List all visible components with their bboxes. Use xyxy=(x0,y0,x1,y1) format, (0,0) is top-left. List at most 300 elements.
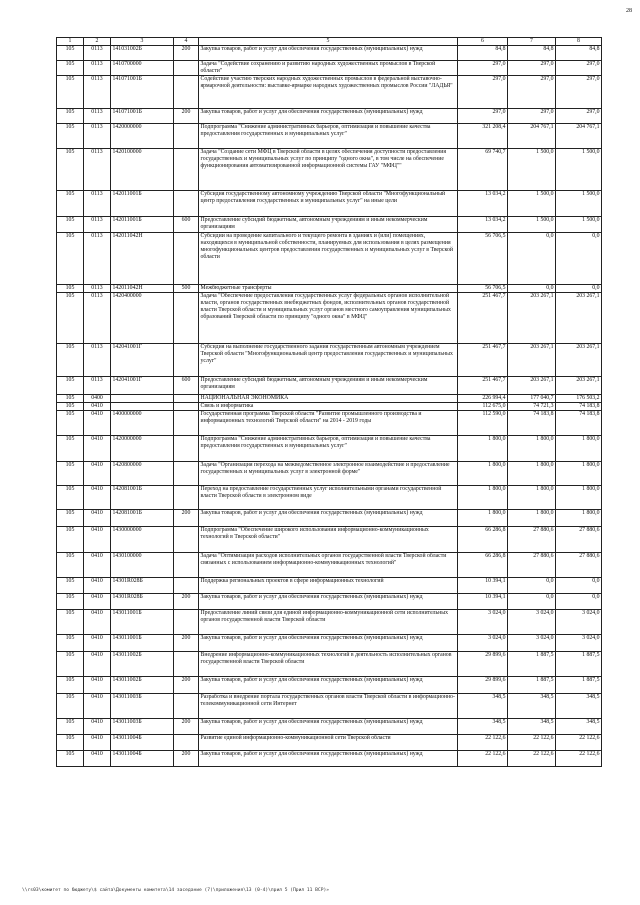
table-row xyxy=(57,652,602,677)
cell-amount-2017: 29 899,6 xyxy=(458,652,508,677)
cell-admin-code: 105 xyxy=(57,149,84,191)
cell-amount-2017: 1 800,0 xyxy=(458,510,508,527)
cell-amount-2018: 74 721,3 xyxy=(508,403,556,411)
cell-section-code: 0410 xyxy=(84,677,111,694)
cell-admin-code: 105 xyxy=(57,61,84,76)
cell-amount-2018: 3 024,0 xyxy=(508,610,556,635)
cell-section-code: 0113 xyxy=(84,233,111,285)
cell-amount-2018: 297,0 xyxy=(508,76,556,109)
cell-amount-2017: 297,0 xyxy=(458,109,508,124)
cell-target-article: 143011002Б xyxy=(111,652,174,677)
cell-section-code: 0410 xyxy=(84,578,111,594)
cell-expense-type: 200 xyxy=(174,635,199,652)
cell-expense-type xyxy=(174,344,199,377)
cell-amount-2019: 1 887,5 xyxy=(556,677,602,694)
cell-target-article: 142011042Н xyxy=(111,285,174,293)
budget-table xyxy=(56,37,602,767)
cell-description: Подпрограмма "Снижение административных барьеров, оптимизация и повышение качества предоставления государственных и муниципальных услуг" xyxy=(199,124,458,149)
cell-target-article: 141071001Б xyxy=(111,109,174,124)
cell-amount-2017: 348,5 xyxy=(458,719,508,735)
cell-section-code: 0113 xyxy=(84,377,111,395)
cell-amount-2018: 74 183,8 xyxy=(508,411,556,436)
cell-target-article: 143011004Б xyxy=(111,735,174,751)
cell-section-code: 0410 xyxy=(84,486,111,510)
cell-description: Задача "Организация перехода на межведомственное электронное взаимодействие и предоставление государственных и муниципальных услуг в электронной форме" xyxy=(199,462,458,486)
cell-admin-code: 105 xyxy=(57,694,84,719)
cell-expense-type: 200 xyxy=(174,677,199,694)
table-row xyxy=(57,610,602,635)
cell-amount-2017: 1 800,0 xyxy=(458,462,508,486)
cell-amount-2019: 297,0 xyxy=(556,76,602,109)
cell-amount-2017: 3 024,0 xyxy=(458,610,508,635)
cell-section-code: 0410 xyxy=(84,610,111,635)
cell-amount-2019: 1 800,0 xyxy=(556,436,602,462)
cell-amount-2017: 84,8 xyxy=(458,46,508,61)
cell-amount-2017: 22 122,6 xyxy=(458,735,508,751)
table-row xyxy=(57,527,602,553)
cell-amount-2017: 56 706,5 xyxy=(458,233,508,285)
cell-description: Разработка и внедрение портала государственных органов власти Тверской области в информационно-телекоммуникационной сети Интернет xyxy=(199,694,458,719)
table-row xyxy=(57,751,602,767)
cell-admin-code: 105 xyxy=(57,677,84,694)
table-row xyxy=(57,344,602,377)
cell-admin-code: 105 xyxy=(57,610,84,635)
cell-amount-2018: 22 122,6 xyxy=(508,751,556,767)
cell-amount-2017: 112 675,0 xyxy=(458,403,508,411)
cell-expense-type: 200 xyxy=(174,751,199,767)
cell-description: Закупка товаров, работ и услуг для обеспечения государственных (муниципальных) нужд xyxy=(199,635,458,652)
cell-target-article: 142041001Г xyxy=(111,344,174,377)
cell-section-code: 0410 xyxy=(84,462,111,486)
cell-target-article: 142011001Б xyxy=(111,191,174,217)
table-row xyxy=(57,735,602,751)
table-row xyxy=(57,719,602,735)
cell-amount-2018: 1 800,0 xyxy=(508,462,556,486)
cell-expense-type: 200 xyxy=(174,109,199,124)
cell-section-code: 0410 xyxy=(84,594,111,610)
table-row xyxy=(57,403,602,411)
cell-description: Задача "Содействие сохранению и развитию народных художественных промыслов в Тверской области" xyxy=(199,61,458,76)
column-header: 5 xyxy=(199,38,458,46)
cell-amount-2017: 1 800,0 xyxy=(458,436,508,462)
cell-description: Задача "Обеспечение предоставления государственных услуг федеральных органов исполнительной власти, органов государственных внебюджетных фондов, исполнительных органов государственной власти Тверской области и муниципальных услуг органов местного самоуправления муниципальных образований Тверской области по принципу "одного окна" в МФЦ" xyxy=(199,293,458,344)
cell-amount-2018: 204 767,1 xyxy=(508,124,556,149)
cell-description: Предоставление субсидий бюджетным, автономным учреждениям и иным некоммерческим организациям xyxy=(199,377,458,395)
cell-amount-2018: 22 122,6 xyxy=(508,735,556,751)
cell-amount-2019: 0,0 xyxy=(556,285,602,293)
cell-admin-code: 105 xyxy=(57,510,84,527)
column-header: 2 xyxy=(84,38,111,46)
cell-amount-2017: 66 286,8 xyxy=(458,553,508,578)
cell-target-article: 142011042Н xyxy=(111,233,174,285)
cell-amount-2017: 1 800,0 xyxy=(458,486,508,510)
cell-section-code: 0410 xyxy=(84,719,111,735)
cell-amount-2018: 27 880,6 xyxy=(508,553,556,578)
cell-amount-2018: 203 267,1 xyxy=(508,293,556,344)
cell-section-code: 0113 xyxy=(84,344,111,377)
cell-amount-2017: 321 208,4 xyxy=(458,124,508,149)
cell-description: Подпрограмма "Обеспечение широкого использования информационно-коммуникационных технологий в Тверской области" xyxy=(199,527,458,553)
cell-amount-2019: 27 880,6 xyxy=(556,553,602,578)
cell-admin-code: 105 xyxy=(57,293,84,344)
cell-amount-2019: 203 267,1 xyxy=(556,377,602,395)
cell-amount-2018: 0,0 xyxy=(508,285,556,293)
cell-admin-code: 105 xyxy=(57,594,84,610)
cell-description: Содействие участию тверских народных художественных промыслов в федеральной выставочно-ярмарочной деятельности: выставке-ярмарке народных художественных промыслов России "ЛАДЬЯ" xyxy=(199,76,458,109)
cell-admin-code: 105 xyxy=(57,109,84,124)
cell-expense-type xyxy=(174,395,199,403)
cell-target-article: 1400000000 xyxy=(111,411,174,436)
cell-amount-2018: 297,0 xyxy=(508,61,556,76)
column-header: 6 xyxy=(458,38,508,46)
table-row xyxy=(57,285,602,293)
table-row xyxy=(57,61,602,76)
cell-description: Развитие единой информационно-коммуникационной сети Тверской области xyxy=(199,735,458,751)
cell-section-code: 0410 xyxy=(84,403,111,411)
cell-target-article xyxy=(111,403,174,411)
cell-target-article: 1420000000 xyxy=(111,124,174,149)
cell-amount-2019: 74 183,8 xyxy=(556,403,602,411)
column-header: 8 xyxy=(556,38,602,46)
cell-description: Подпрограмма "Снижение административных барьеров, оптимизация и повышение качества предоставления государственных и муниципальных услуг" xyxy=(199,436,458,462)
cell-description: Внедрение информационно-коммуникационных технологий в деятельность исполнительных органов государственной власти Тверской области xyxy=(199,652,458,677)
column-header: 1 xyxy=(57,38,84,46)
cell-amount-2017: 297,0 xyxy=(458,76,508,109)
cell-description: Закупка товаров, работ и услуг для обеспечения государственных (муниципальных) нужд xyxy=(199,677,458,694)
cell-admin-code: 105 xyxy=(57,377,84,395)
cell-section-code: 0113 xyxy=(84,149,111,191)
cell-amount-2019: 297,0 xyxy=(556,61,602,76)
table-row xyxy=(57,76,602,109)
cell-expense-type xyxy=(174,411,199,436)
cell-amount-2018: 1 500,0 xyxy=(508,191,556,217)
cell-target-article: 143011001Б xyxy=(111,610,174,635)
cell-description: Субсидия государственному автономному учреждению Тверской области "Многофункциональный центр предоставления государственных и муниципальных услуг" на иные цели xyxy=(199,191,458,217)
table-header-row xyxy=(57,38,602,46)
cell-target-article: 141031002Б xyxy=(111,46,174,61)
cell-amount-2017: 29 899,6 xyxy=(458,677,508,694)
cell-section-code: 0410 xyxy=(84,751,111,767)
budget-table-container xyxy=(56,37,601,767)
cell-expense-type xyxy=(174,149,199,191)
cell-amount-2018: 297,0 xyxy=(508,109,556,124)
cell-admin-code: 105 xyxy=(57,553,84,578)
cell-amount-2018: 27 880,6 xyxy=(508,527,556,553)
footer-file-path: \\rs03\комитет по бюджету\$ сайта\Документы комитета\14 заседание (7)\приложения\13 (0-4)\прил 5 (Прил 11 ВСР)» xyxy=(22,888,329,893)
table-row xyxy=(57,217,602,233)
table-row xyxy=(57,377,602,395)
cell-section-code: 0113 xyxy=(84,217,111,233)
cell-admin-code: 105 xyxy=(57,395,84,403)
cell-admin-code: 105 xyxy=(57,76,84,109)
cell-target-article: 142081001Б xyxy=(111,486,174,510)
cell-expense-type xyxy=(174,527,199,553)
cell-amount-2019: 176 503,2 xyxy=(556,395,602,403)
cell-admin-code: 105 xyxy=(57,124,84,149)
cell-admin-code: 105 xyxy=(57,735,84,751)
column-header: 3 xyxy=(111,38,174,46)
cell-amount-2017: 112 590,0 xyxy=(458,411,508,436)
cell-amount-2019: 0,0 xyxy=(556,233,602,285)
cell-target-article: 142081001Б xyxy=(111,510,174,527)
cell-expense-type xyxy=(174,293,199,344)
cell-amount-2019: 1 800,0 xyxy=(556,486,602,510)
cell-expense-type: 600 xyxy=(174,217,199,233)
cell-description: Государственная программа Тверской области "Развитие промышленного производства и информационных технологий Тверской области" на 2014 - 2019 годы xyxy=(199,411,458,436)
table-row xyxy=(57,553,602,578)
cell-amount-2018: 3 024,0 xyxy=(508,635,556,652)
cell-description: Закупка товаров, работ и услуг для обеспечения государственных (муниципальных) нужд xyxy=(199,46,458,61)
cell-amount-2019: 84,8 xyxy=(556,46,602,61)
cell-target-article: 1430000000 xyxy=(111,527,174,553)
cell-admin-code: 105 xyxy=(57,652,84,677)
cell-amount-2019: 0,0 xyxy=(556,594,602,610)
cell-amount-2018: 0,0 xyxy=(508,578,556,594)
cell-target-article: 143011003Б xyxy=(111,719,174,735)
cell-expense-type xyxy=(174,652,199,677)
cell-amount-2017: 3 024,0 xyxy=(458,635,508,652)
cell-expense-type xyxy=(174,578,199,594)
cell-description: Переход на предоставление государственных услуг исполнительными органами государственной власти Тверской области в электронном виде xyxy=(199,486,458,510)
cell-expense-type xyxy=(174,191,199,217)
cell-expense-type xyxy=(174,486,199,510)
cell-section-code: 0113 xyxy=(84,285,111,293)
cell-description: Межбюджетные трансферты xyxy=(199,285,458,293)
cell-amount-2019: 1 887,5 xyxy=(556,652,602,677)
cell-description: Предоставление субсидий бюджетным, автономным учреждениям и иным некоммерческим организациям xyxy=(199,217,458,233)
cell-amount-2019: 1 500,0 xyxy=(556,149,602,191)
cell-section-code: 0410 xyxy=(84,694,111,719)
cell-amount-2019: 1 800,0 xyxy=(556,462,602,486)
table-row xyxy=(57,462,602,486)
cell-section-code: 0410 xyxy=(84,553,111,578)
cell-section-code: 0113 xyxy=(84,191,111,217)
cell-admin-code: 105 xyxy=(57,527,84,553)
cell-description: Связь и информатика xyxy=(199,403,458,411)
cell-amount-2019: 348,5 xyxy=(556,719,602,735)
cell-amount-2018: 0,0 xyxy=(508,594,556,610)
cell-expense-type xyxy=(174,233,199,285)
cell-section-code: 0410 xyxy=(84,411,111,436)
cell-expense-type: 500 xyxy=(174,285,199,293)
cell-section-code: 0410 xyxy=(84,735,111,751)
cell-expense-type xyxy=(174,403,199,411)
cell-amount-2018: 203 267,1 xyxy=(508,344,556,377)
cell-amount-2018: 1 800,0 xyxy=(508,436,556,462)
table-row xyxy=(57,436,602,462)
cell-description: Задача "Оптимизация расходов исполнительных органов государственной власти Тверской области связанных с использованием информационно-коммуникационных технологий" xyxy=(199,553,458,578)
cell-target-article: 14301R028Б xyxy=(111,594,174,610)
cell-target-article xyxy=(111,395,174,403)
cell-admin-code: 105 xyxy=(57,486,84,510)
cell-expense-type: 200 xyxy=(174,719,199,735)
cell-admin-code: 105 xyxy=(57,411,84,436)
cell-expense-type: 600 xyxy=(174,377,199,395)
cell-target-article: 1420000000 xyxy=(111,436,174,462)
cell-description: Поддержка региональных проектов в сфере информационных технологий xyxy=(199,578,458,594)
cell-amount-2019: 74 183,8 xyxy=(556,411,602,436)
cell-amount-2019: 0,0 xyxy=(556,578,602,594)
table-row xyxy=(57,486,602,510)
cell-amount-2019: 203 267,1 xyxy=(556,344,602,377)
cell-amount-2017: 66 286,8 xyxy=(458,527,508,553)
cell-section-code: 0113 xyxy=(84,76,111,109)
cell-section-code: 0113 xyxy=(84,61,111,76)
cell-amount-2017: 251 467,7 xyxy=(458,344,508,377)
cell-target-article: 1410700000 xyxy=(111,61,174,76)
cell-amount-2018: 1 800,0 xyxy=(508,510,556,527)
cell-amount-2019: 348,5 xyxy=(556,694,602,719)
cell-amount-2019: 27 880,6 xyxy=(556,527,602,553)
cell-amount-2018: 177 040,7 xyxy=(508,395,556,403)
cell-amount-2018: 1 500,0 xyxy=(508,217,556,233)
cell-expense-type xyxy=(174,694,199,719)
cell-description: Субсидия на выполнение государственного задания государственным автономным учреждением Тверской области "Многофункциональный центр предоставления государственных и муниципальных услуг" xyxy=(199,344,458,377)
cell-amount-2018: 0,0 xyxy=(508,233,556,285)
page-number: 28 xyxy=(626,8,632,14)
cell-amount-2018: 1 500,0 xyxy=(508,149,556,191)
cell-description: Закупка товаров, работ и услуг для обеспечения государственных (муниципальных) нужд xyxy=(199,594,458,610)
cell-section-code: 0113 xyxy=(84,46,111,61)
cell-amount-2019: 22 122,6 xyxy=(556,751,602,767)
column-header: 7 xyxy=(508,38,556,46)
cell-admin-code: 105 xyxy=(57,403,84,411)
table-row xyxy=(57,46,602,61)
cell-target-article: 141071001Б xyxy=(111,76,174,109)
cell-target-article: 142011001Б xyxy=(111,217,174,233)
cell-amount-2018: 203 267,1 xyxy=(508,377,556,395)
cell-admin-code: 105 xyxy=(57,436,84,462)
table-row xyxy=(57,677,602,694)
cell-target-article: 143011004Б xyxy=(111,751,174,767)
cell-admin-code: 105 xyxy=(57,462,84,486)
cell-section-code: 0113 xyxy=(84,124,111,149)
cell-expense-type xyxy=(174,553,199,578)
cell-amount-2019: 1 500,0 xyxy=(556,191,602,217)
cell-target-article: 142041001Г xyxy=(111,377,174,395)
cell-description: НАЦИОНАЛЬНАЯ ЭКОНОМИКА xyxy=(199,395,458,403)
cell-amount-2017: 69 740,7 xyxy=(458,149,508,191)
cell-section-code: 0113 xyxy=(84,109,111,124)
cell-admin-code: 105 xyxy=(57,46,84,61)
table-body xyxy=(57,46,602,767)
cell-amount-2017: 13 034,2 xyxy=(458,191,508,217)
cell-expense-type: 200 xyxy=(174,510,199,527)
cell-amount-2018: 84,8 xyxy=(508,46,556,61)
cell-admin-code: 105 xyxy=(57,751,84,767)
cell-expense-type: 200 xyxy=(174,594,199,610)
cell-amount-2019: 22 122,6 xyxy=(556,735,602,751)
cell-target-article: 143011003Б xyxy=(111,694,174,719)
cell-expense-type xyxy=(174,735,199,751)
cell-target-article: 143011001Б xyxy=(111,635,174,652)
table-row xyxy=(57,594,602,610)
cell-admin-code: 105 xyxy=(57,191,84,217)
cell-expense-type xyxy=(174,462,199,486)
cell-amount-2019: 204 767,1 xyxy=(556,124,602,149)
cell-amount-2018: 1 887,5 xyxy=(508,652,556,677)
cell-description: Закупка товаров, работ и услуг для обеспечения государственных (муниципальных) нужд xyxy=(199,510,458,527)
table-row xyxy=(57,395,602,403)
cell-section-code: 0410 xyxy=(84,527,111,553)
cell-amount-2017: 10 394,1 xyxy=(458,594,508,610)
cell-target-article: 1420100000 xyxy=(111,149,174,191)
cell-amount-2018: 1 800,0 xyxy=(508,486,556,510)
cell-admin-code: 105 xyxy=(57,719,84,735)
cell-expense-type xyxy=(174,61,199,76)
cell-admin-code: 105 xyxy=(57,233,84,285)
cell-description: Закупка товаров, работ и услуг для обеспечения государственных (муниципальных) нужд xyxy=(199,751,458,767)
cell-section-code: 0113 xyxy=(84,293,111,344)
cell-target-article: 1430100000 xyxy=(111,553,174,578)
cell-amount-2018: 1 887,5 xyxy=(508,677,556,694)
cell-amount-2018: 348,5 xyxy=(508,694,556,719)
cell-amount-2019: 3 024,0 xyxy=(556,610,602,635)
cell-amount-2017: 251 467,7 xyxy=(458,377,508,395)
cell-description: Закупка товаров, работ и услуг для обеспечения государственных (муниципальных) нужд xyxy=(199,109,458,124)
cell-amount-2017: 226 994,4 xyxy=(458,395,508,403)
cell-amount-2017: 348,5 xyxy=(458,694,508,719)
cell-amount-2017: 13 034,2 xyxy=(458,217,508,233)
cell-description: Задача "Создание сети МФЦ в Тверской области в целях обеспечения доступности предоставления государственных и муниципальных услуг по принципу "одного окна", в том числе на обеспечение функционирования автоматизированной информационной системы ГАУ "МФЦ"" xyxy=(199,149,458,191)
cell-amount-2017: 56 706,5 xyxy=(458,285,508,293)
cell-amount-2017: 10 394,1 xyxy=(458,578,508,594)
cell-section-code: 0410 xyxy=(84,436,111,462)
cell-admin-code: 105 xyxy=(57,635,84,652)
cell-section-code: 0410 xyxy=(84,652,111,677)
cell-target-article: 1420800000 xyxy=(111,462,174,486)
table-row xyxy=(57,109,602,124)
cell-section-code: 0400 xyxy=(84,395,111,403)
cell-amount-2019: 1 800,0 xyxy=(556,510,602,527)
cell-target-article: 143011002Б xyxy=(111,677,174,694)
table-row xyxy=(57,233,602,285)
cell-expense-type xyxy=(174,436,199,462)
cell-amount-2019: 297,0 xyxy=(556,109,602,124)
table-row xyxy=(57,578,602,594)
table-row xyxy=(57,635,602,652)
cell-description: Закупка товаров, работ и услуг для обеспечения государственных (муниципальных) нужд xyxy=(199,719,458,735)
cell-expense-type xyxy=(174,610,199,635)
cell-admin-code: 105 xyxy=(57,344,84,377)
cell-amount-2017: 251 467,7 xyxy=(458,293,508,344)
column-header: 4 xyxy=(174,38,199,46)
cell-amount-2019: 1 500,0 xyxy=(556,217,602,233)
cell-amount-2019: 3 024,0 xyxy=(556,635,602,652)
cell-target-article: 14301R028Б xyxy=(111,578,174,594)
cell-section-code: 0410 xyxy=(84,635,111,652)
cell-expense-type xyxy=(174,76,199,109)
cell-target-article: 1420400000 xyxy=(111,293,174,344)
table-row xyxy=(57,149,602,191)
table-row xyxy=(57,191,602,217)
cell-amount-2019: 203 267,1 xyxy=(556,293,602,344)
cell-description: Субсидии на проведение капитального и текущего ремонта в зданиях и (или) помещениях, находящихся в муниципальной собственности, планируемых для использования в целях размещения многофункциональных центров предоставления государственных и муниципальных услуг в Тверской области xyxy=(199,233,458,285)
table-row xyxy=(57,694,602,719)
cell-section-code: 0410 xyxy=(84,510,111,527)
cell-admin-code: 105 xyxy=(57,578,84,594)
table-row xyxy=(57,293,602,344)
table-row xyxy=(57,411,602,436)
cell-expense-type xyxy=(174,124,199,149)
cell-description: Предоставление линий связи для единой информационно-коммуникационной сети исполнительных органов государственной власти Тверской области xyxy=(199,610,458,635)
cell-amount-2017: 22 122,6 xyxy=(458,751,508,767)
cell-expense-type: 200 xyxy=(174,46,199,61)
cell-amount-2017: 297,0 xyxy=(458,61,508,76)
table-row xyxy=(57,510,602,527)
table-row xyxy=(57,124,602,149)
cell-admin-code: 105 xyxy=(57,217,84,233)
